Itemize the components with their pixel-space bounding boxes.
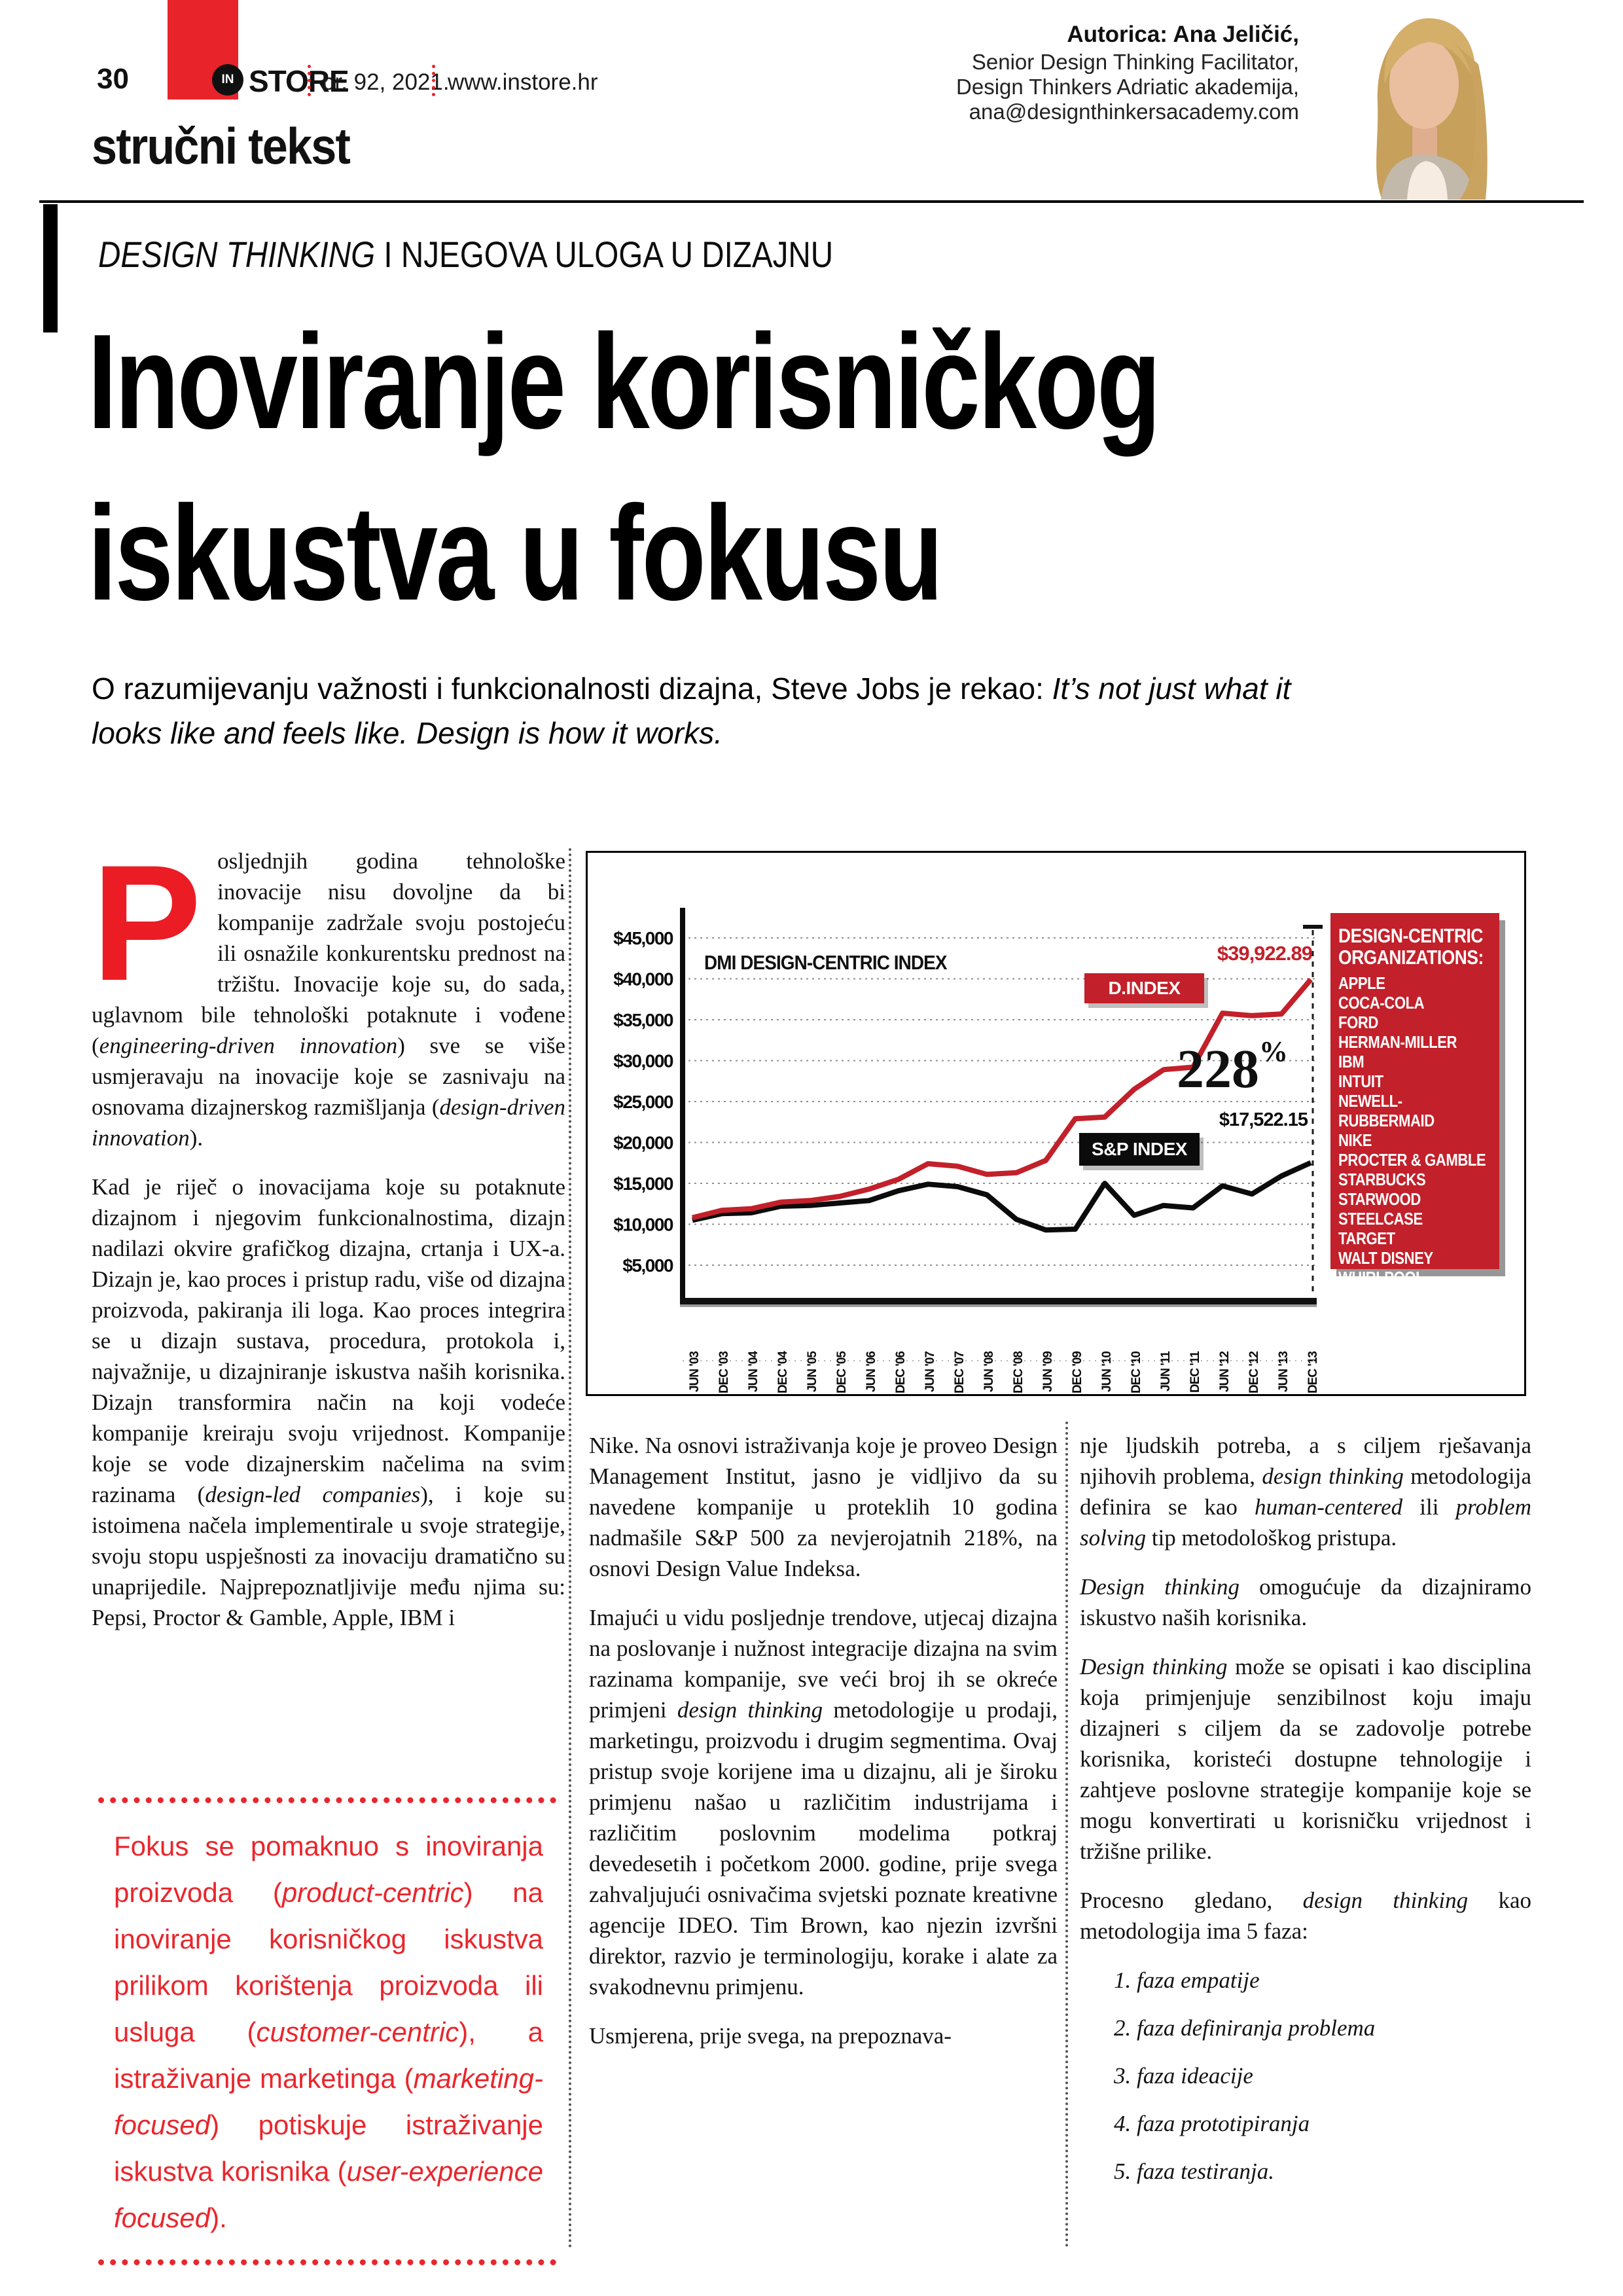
svg-text:$15,000: $15,000 [613,1174,673,1194]
design-centric-item: COCA-COLA [1338,993,1425,1013]
author-photo-illustration [1347,4,1512,200]
phases-list [1080,1965,1531,2187]
svg-text:DEC '05: DEC '05 [835,1352,849,1394]
svg-text:$40,000: $40,000 [613,969,673,990]
website-url: www.instore.hr [448,69,598,95]
kicker-bar [43,204,58,332]
design-centric-item: WALT DISNEY [1338,1248,1433,1268]
design-centric-list [1338,973,1492,1287]
paragraph: Nike. Na osnovi istraživanja koje je proveo Design Management Institut, jasno je vidljivo da su navedene kompanije u proteklih 10 godina nadmašile S&P 500 za nevjerojatnih 218%, na osnovi Design Value Indeksa. [589,1433,1058,1581]
svg-text:DEC '10: DEC '10 [1130,1352,1143,1394]
svg-text:DEC '12: DEC '12 [1247,1352,1261,1394]
design-centric-item: FORD [1338,1013,1378,1032]
d-index-end-value: $39,922.89 [1217,942,1312,965]
svg-text:JUN '05: JUN '05 [806,1352,819,1392]
design-centric-item: TARGET [1338,1229,1395,1248]
article-title-line1: Inoviranje korisničkog [88,306,1159,457]
design-centric-sidebar-content [1338,925,1492,1287]
paragraph: Kad je riječ o inovacijama koje su potaknute dizajnom i njegovim funkcionalnostima, dizajn nadilazi okvire grafičkog dizajna, crtanja i UX-a. Dizajn je, kao proces i pristup radu, više od dizajna proizvoda, pakiranja ili loga. Kao proces integrira se u dizajn sustava, procedura, protokola i, najvažnije, u dizajniranje iskustva naših korisnika. Dizajn transformira način na koji vodeće kompanije kreiraju svoju vrijednost. Kompanije koje se vode dizajnerskim načelima na svim razinama (design-led companies), i koje su istoimena načela implementirale u svoje strategije, svoju stopu uspješnosti za inovaciju dramatično su unaprijedile. Najprepoznatljivije među njima su: Pepsi, Proctor & Gamble, Apple, IBM i [92,1174,565,1630]
svg-text:JUN '04: JUN '04 [747,1352,760,1392]
paragraph [92,831,565,1153]
svg-text:$5,000: $5,000 [622,1255,673,1276]
paragraph: Design thinking može se opisati i kao disciplina koja primjenjuje senzibilnost koju imaju dizajneri s ciljem da se zadovolje potrebe korisnika, koristeći dostupne tehnologije i zahtjeve poslovne strategije kompanije koje se mogu konvertirati u korisničku vrijednost i tržišne prilike. [1080,1654,1531,1864]
sp-legend [1079,1133,1200,1166]
svg-text:DEC '03: DEC '03 [717,1352,731,1394]
svg-text:JUN '12: JUN '12 [1218,1352,1232,1392]
chart-title [704,951,974,975]
phase-item: 1. faza empatije [1114,1967,1260,1993]
svg-text:DEC '06: DEC '06 [894,1352,908,1394]
design-centric-item: STEELCASE [1338,1209,1423,1229]
article-title-line2: iskustva u fokusu [88,478,942,628]
dmi-index-chart [586,851,1526,1396]
growth-percent-sign: % [1259,1035,1288,1067]
section-title [92,117,378,176]
design-centric-item: INTUIT [1338,1071,1383,1091]
kicker-text: DESIGN THINKING I NJEGOVA ULOGA U DIZAJNU [98,234,834,275]
author-photo [1347,4,1512,200]
design-centric-sidebar [1330,913,1499,1287]
design-centric-item: IBM [1338,1052,1364,1071]
header-rule [39,200,1584,203]
author-email: ana@designthinkersacademy.com [969,99,1299,124]
design-centric-item: NIKE [1338,1130,1372,1150]
svg-text:$45,000: $45,000 [613,928,673,948]
author-block [776,22,1299,124]
column-divider [1065,1422,1068,2248]
paragraph: Procesno gledano, design thinking kao metodologija ima 5 faza: [1080,1888,1531,1944]
header-dotted-divider [432,65,435,96]
design-centric-item: STARBUCKS [1338,1170,1426,1189]
svg-text:DEC '11: DEC '11 [1188,1352,1202,1393]
kicker [98,233,963,276]
section-title-text: stručni tekst [92,117,350,175]
svg-text:JUN '10: JUN '10 [1100,1352,1114,1392]
design-centric-item: WHIRLPOOL [1338,1268,1425,1287]
svg-text:$30,000: $30,000 [613,1050,673,1071]
article-intro: O razumijevanju važnosti i funkcionalnosti dizajna, Steve Jobs je rekao: It’s not just what it looks like and feels like. Design is how it works. [92,672,1291,750]
svg-text:JUN '13: JUN '13 [1277,1352,1291,1392]
svg-text:JUN '08: JUN '08 [982,1352,996,1392]
article-title [88,296,1461,639]
svg-text:$35,000: $35,000 [613,1010,673,1030]
column-middle [589,1430,1058,2051]
column-left [92,831,565,1633]
author-role: Senior Design Thinking Facilitator, [971,50,1299,74]
svg-text:DEC '07: DEC '07 [953,1352,967,1394]
d-index-legend-label: D.INDEX [1108,978,1181,998]
growth-percent [1144,1035,1321,1101]
design-centric-item: APPLE [1338,973,1385,993]
instore-logo-wordmark: STORE [249,64,349,98]
svg-text:JUN '03: JUN '03 [688,1352,702,1392]
svg-text:JUN '11: JUN '11 [1159,1352,1173,1391]
design-centric-item: HERMAN-MILLER [1338,1032,1457,1052]
issue-number: br. 92, 2021. [322,69,450,95]
phase-item: 5. faza testiranja. [1114,2159,1275,2184]
sp-legend-label: S&P INDEX [1092,1139,1187,1159]
svg-text:DEC '08: DEC '08 [1012,1352,1026,1394]
sp-end-value: $17,522.15 [1219,1109,1308,1130]
author-name: Autorica: Ana Jeličić, [1067,22,1299,47]
column-divider [569,848,571,2249]
phase-item: 2. faza definiranja problema [1114,2015,1376,2041]
svg-text:$10,000: $10,000 [613,1214,673,1235]
svg-text:JUN '07: JUN '07 [923,1352,937,1392]
paragraph: Usmjerena, prije svega, na prepoznava- [589,2023,952,2049]
design-centric-item: STARWOOD [1338,1189,1421,1209]
paragraph-text: osljednjih godina tehnološke inovacije nisu dovoljne da bi kompanije zadržale svoju postojeću ili osnažile konkurentsku prednost na tržištu. Inovacije koje su, do sada, uglavnom bile tehnološki potaknute i vođene (engineering-driven innovation) sve se više usmjeravaju na inovacije koje se zasnivaju na osnovama dizajnerskog razmišljanja (design-driven innovation). [92,848,565,1151]
phase-item: 3. faza ideacije [1114,2063,1253,2089]
svg-text:DEC '09: DEC '09 [1071,1352,1084,1394]
page-number: 30 [97,63,129,95]
design-centric-item: NEWELL-RUBBERMAID [1338,1091,1435,1130]
instore-logo-icon: IN [212,64,243,96]
phase-item: 4. faza prototipiranja [1114,2111,1310,2136]
header-dotted-divider [308,65,311,96]
author-org: Design Thinkers Adriatic akademija, [956,75,1299,99]
paragraph: Imajući u vidu posljednje trendove, utjecaj dizajna na poslovanje i nužnost integracije dizajna na svim razinama kompanije, sve veći broj ih se okreće primjeni design thinking metodologije u prodaji, marketingu, proizvodu i drugim segmentima. Ovaj pristup svoje korijene ima u dizajnu, ali je široku primjenu našao u različitim industrijama i različitim poslovnim modelima potkraj devedesetih i početkom 2000. godine, prije svega zahvaljujući osnivačima svjetski poznate kreativne agencije IDEO. Tim Brown, kao njezin izvršni direktor, razvio je terminologiju, korake i alate za svakodnevnu primjenu. [589,1605,1058,2000]
drop-cap: P [92,831,202,1015]
svg-text:DEC '04: DEC '04 [776,1352,790,1394]
paragraph: nje ljudskih potreba, a s ciljem rješavanja njihovih problema, design thinking metodologija definira se kao human-centered ili problem solving tip metodološkog pristupa. [1080,1433,1531,1551]
svg-text:$25,000: $25,000 [613,1092,673,1112]
paragraph: Design thinking omogućuje da dizajniramo iskustvo naših korisnika. [1080,1574,1531,1630]
d-index-legend [1084,973,1204,1003]
svg-text:JUN '09: JUN '09 [1041,1352,1055,1392]
svg-text:JUN '06: JUN '06 [865,1352,878,1392]
column-right [1080,1430,1531,2204]
svg-text:DEC '13: DEC '13 [1306,1352,1320,1394]
design-centric-sidebar-title: DESIGN-CENTRIC ORGANIZATIONS: [1338,924,1484,969]
chart-title-text: DMI DESIGN-CENTRIC INDEX [704,951,947,974]
growth-number: 228 [1177,1039,1259,1100]
svg-text:$20,000: $20,000 [613,1132,673,1153]
design-centric-item: PROCTER & GAMBLE [1338,1150,1486,1170]
pull-quote: Fokus se pomaknuo s inoviranja proizvoda (product-centric) na inoviranje korisničkog iskustva prilikom korištenja proizvoda ili usluga (customer-centric), a istraživanje marketinga (marketing-focused) potiskuje istraživanje iskustva korisnika (user-experience focused). [98,1797,556,2265]
